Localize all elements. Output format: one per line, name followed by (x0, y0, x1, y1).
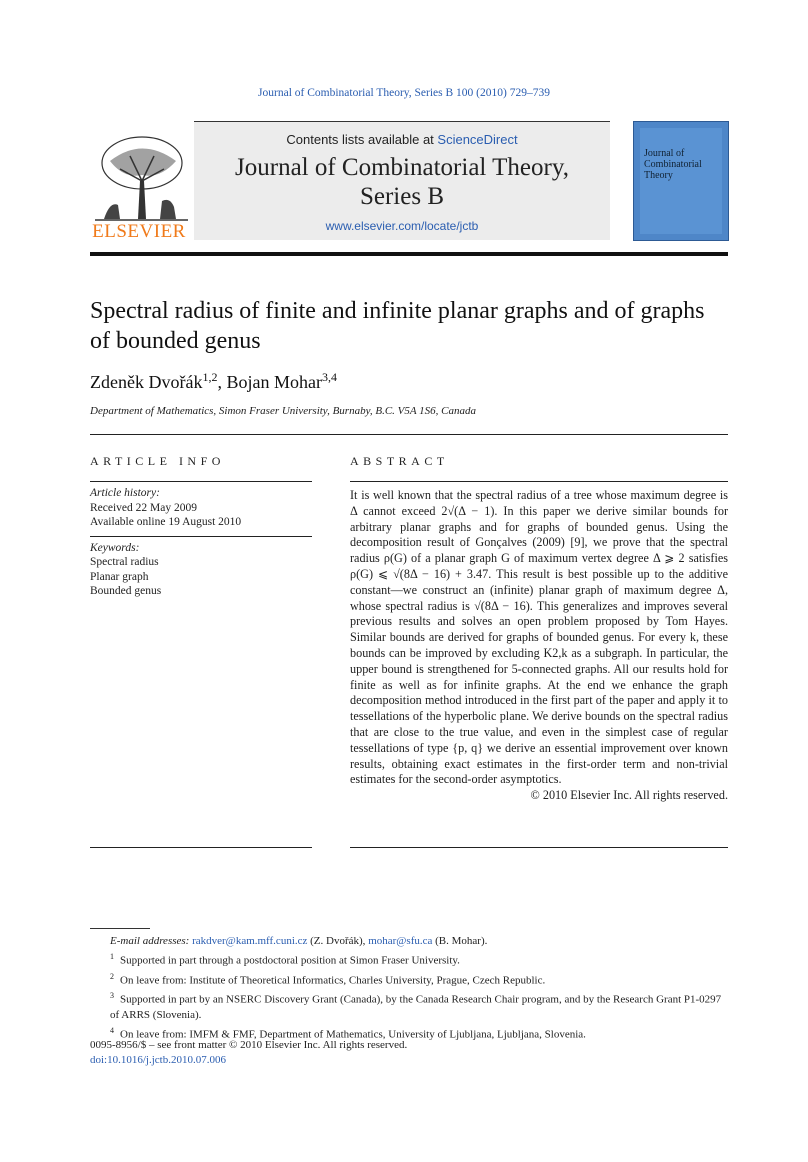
sciencedirect-link[interactable]: ScienceDirect (437, 132, 518, 147)
journal-header (90, 121, 730, 242)
front-matter (90, 1038, 407, 1068)
article-title: Spectral radius of finite and infinite planar graphs and of graphs of bounded genus (90, 298, 705, 354)
available-date: Available online 19 August 2010 (90, 516, 242, 528)
footnote-text: On leave from: IMFM & FMF, Department of Mathematics, University of Ljubljana, Ljubljana, Slovenia. (120, 1028, 586, 1041)
footnote-text: On leave from: Institute of Theoretical Informatics, Charles University, Prague, Czech Republic. (120, 974, 546, 987)
abstract-body (350, 488, 728, 804)
footnote-mark: 4 (110, 1025, 114, 1035)
email-link[interactable]: mohar@sfu.ca (368, 935, 433, 947)
journal-title-line1: Journal of Combinatorial Theory, (235, 154, 569, 181)
footnote-item (90, 988, 728, 1023)
abstract-text: It is well known that the spectral radius of a tree whose maximum degree is Δ cannot exceed 2√(Δ − 1). In this paper we derive similar bounds for arbitrary planar graphs and for graphs of bounded genus. Using the decomposition result of Gonçalves (2009) [9], we prove that the spectral radius ρ(G) of a planar graph G of maximum vertex degree Δ ⩾ 2 satisfies ρ(G) ⩽ √(8Δ − 16) + 3.47. This result is best possible up to the additive constant—we construct an (infinite) planar graph of maximum degree Δ, whose spectral radius is √(8Δ − 16). This generalizes and improves several previous results and solves an open problem proposed by Tom Hayes. Similar bounds are derived for graphs of bounded genus. For every k, these bounds can be improved by excluding K2,k as a subgraph. In particular, the upper bound is strengthened for 5-connected graphs. All our results hold for finite as well as for infinite graphs. At the end we enhance the graph decomposition method introduced in the first part of the paper and apply it to tessellations of the hyperbolic plane. We derive bounds on the spectral radius that are close to the true value, and even in the simplest case of regular tessellations of type {p, q} we derive an essential improvement over known results, obtaining exact estimates in the first-order term and non-trivial estimates for the second-order asymptotics. (350, 488, 728, 787)
footnote-text: Supported in part by an NSERC Discovery Grant (Canada), by the Canada Research Chair program, and by the Research Grant P1-0297 of ARRS (Slovenia). (110, 993, 722, 1021)
author-name[interactable]: Bojan Mohar (226, 372, 322, 392)
email-footnote (90, 934, 728, 949)
elsevier-wordmark: ELSEVIER (92, 221, 186, 242)
history-label: Article history: (90, 487, 160, 499)
article-info-heading: ARTICLE INFO (90, 454, 225, 468)
abstract-panel (350, 481, 728, 804)
journal-title (194, 153, 610, 211)
abstract-heading: ABSTRACT (350, 454, 449, 468)
received-date: Received 22 May 2009 (90, 501, 197, 514)
issn-line: 0095-8956/$ – see front matter © 2010 Elsevier Inc. All rights reserved. (90, 1039, 408, 1051)
title-divider (90, 434, 728, 435)
article-info-panel (90, 481, 312, 599)
abstract-bottom-divider (350, 847, 728, 848)
doi-link[interactable]: doi:10.1016/j.jctb.2010.07.006 (90, 1054, 226, 1066)
affiliation: Department of Mathematics, Simon Fraser University, Burnaby, B.C. V5A 1S6, Canada (90, 405, 476, 417)
info-divider (90, 481, 312, 482)
info-bottom-divider (90, 847, 312, 848)
journal-citation[interactable]: Journal of Combinatorial Theory, Series B 100 (2010) 729–739 (258, 87, 550, 99)
journal-cover-image (633, 121, 729, 241)
footnote-item (90, 969, 728, 989)
cover-panel (640, 128, 722, 234)
author-footnote-marks[interactable]: 3,4 (321, 370, 337, 384)
abstract-divider (350, 481, 728, 482)
keyword: Bounded genus (90, 585, 162, 597)
footnotes (90, 934, 728, 1043)
author-name[interactable]: Zdeněk Dvořák (90, 372, 203, 392)
journal-title-line2: Series B (359, 183, 445, 210)
abstract-copyright: © 2010 Elsevier Inc. All rights reserved. (530, 788, 728, 803)
article-history (90, 486, 312, 530)
keyword: Spectral radius (90, 556, 159, 568)
email-label: E-mail addresses: (110, 935, 193, 947)
author-footnote-marks[interactable]: 1,2 (202, 370, 218, 384)
author-list (90, 370, 337, 393)
contents-prefix: Contents lists available at (286, 132, 438, 147)
journal-url-link[interactable]: www.elsevier.com/locate/jctb (325, 219, 479, 233)
info-divider (90, 536, 312, 537)
keywords-label: Keywords: (90, 541, 140, 554)
footnote-mark: 3 (110, 991, 114, 1001)
keyword: Planar graph (90, 570, 149, 583)
email-owner: (Z. Dvořák), (307, 935, 369, 947)
footnote-mark: 2 (110, 971, 114, 981)
header-divider (90, 252, 728, 256)
footnote-text: Supported in part through a postdoctoral position at Simon Fraser University. (120, 954, 460, 967)
keywords-block (90, 541, 312, 599)
footnote-mark: 1 (110, 952, 114, 961)
email-owner: (B. Mohar). (432, 935, 488, 947)
contents-line (194, 132, 610, 147)
footnote-item (90, 949, 728, 969)
email-link[interactable]: rakdver@kam.mff.cuni.cz (192, 935, 308, 947)
footnote-divider (90, 928, 150, 929)
journal-masthead (194, 121, 610, 240)
cover-title: Journal of Combinatorial Theory (644, 148, 702, 181)
author-separator: , (217, 372, 227, 392)
